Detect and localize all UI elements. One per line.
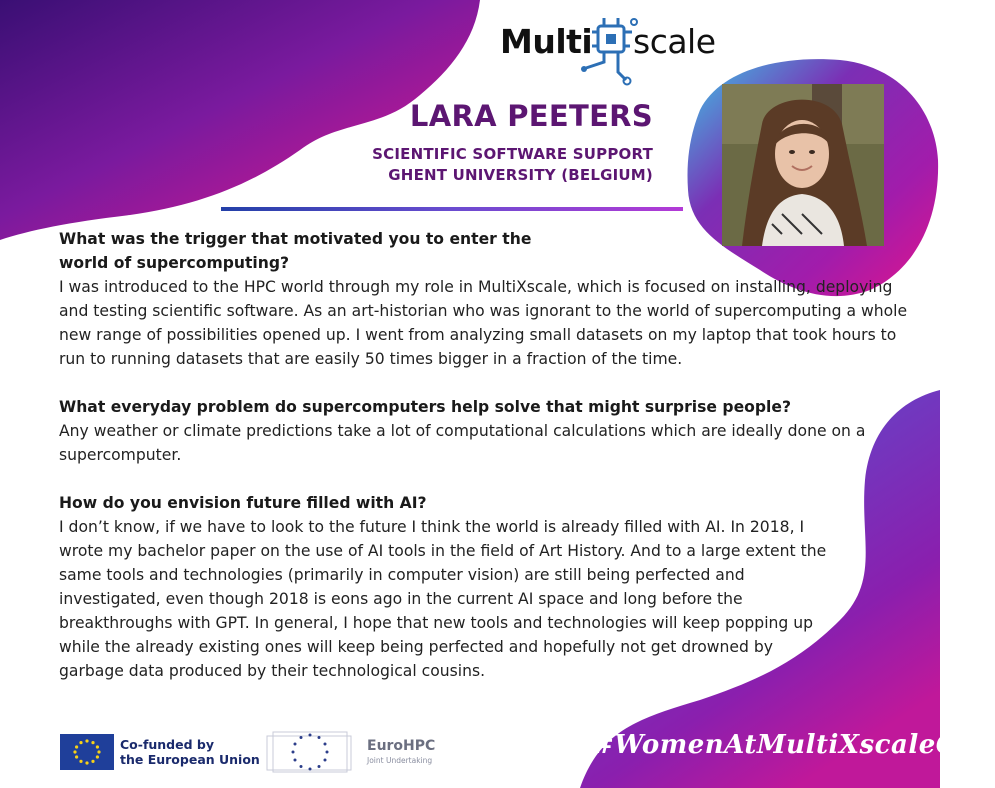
- chip-x-icon: [590, 18, 636, 88]
- eu-cofunded-text: [120, 737, 260, 767]
- portrait-photo: [722, 84, 884, 246]
- question-1: What was the trigger that motivated you to enter the world of supercomputing?: [59, 230, 532, 272]
- eurohpc-subtitle: Joint Undertaking: [367, 756, 433, 765]
- logo-text-multi: Multi: [500, 22, 593, 61]
- eurohpc-name: EuroHPC: [367, 738, 436, 754]
- eu-text-line1: Co-funded by: [120, 737, 215, 752]
- eu-text-line2: the European Union: [120, 752, 260, 767]
- eu-flag-icon: [60, 734, 114, 770]
- person-affiliation: GHENT UNIVERSITY (BELGIUM): [388, 166, 653, 184]
- interview-content: [59, 227, 929, 683]
- logo-text-scale: scale: [633, 22, 716, 61]
- answer-3: I don’t know, if we have to look to the future I think the world is already filled with AI. In 2018, I wrote my bachelor paper on the use of AI tools in the field of Art History. And to a large extent the same tools and technologies (primarily in computer vision) are still being perfected and investigated, even though 2018 is eons ago in the current AI space and long before the breakthroughs with GPT. In general, I hope that new tools and technologies will keep popping up while the already existing ones will keep being perfected and hopefully not get drowned by garbage data produced by their technological cousins.: [59, 518, 827, 680]
- eurohpc-logo: [265, 728, 445, 776]
- person-role: SCIENTIFIC SOFTWARE SUPPORT: [372, 145, 653, 163]
- header-divider: [221, 207, 683, 211]
- answer-2: Any weather or climate predictions take a lot of computational calculations which are ideally done on a supercomputer.: [59, 422, 866, 464]
- answer-1: I was introduced to the HPC world through my role in MultiXscale, which is focused on installing, deploying and testing scientific software. As an art-historian who was ignorant to the world of supercomputing a whole new range of possibilities opened up. I went from analyzing small datasets on my laptop that took hours to run to running datasets that are easily 50 times bigger in a fraction of the time.: [59, 278, 908, 368]
- hashtag-text: #WomenAtMultiXscaleCoE: [592, 730, 995, 760]
- question-3: How do you envision future filled with AI?: [59, 494, 427, 512]
- person-name: LARA PEETERS: [409, 99, 653, 133]
- question-2: What everyday problem do supercomputers help solve that might surprise people?: [59, 398, 791, 416]
